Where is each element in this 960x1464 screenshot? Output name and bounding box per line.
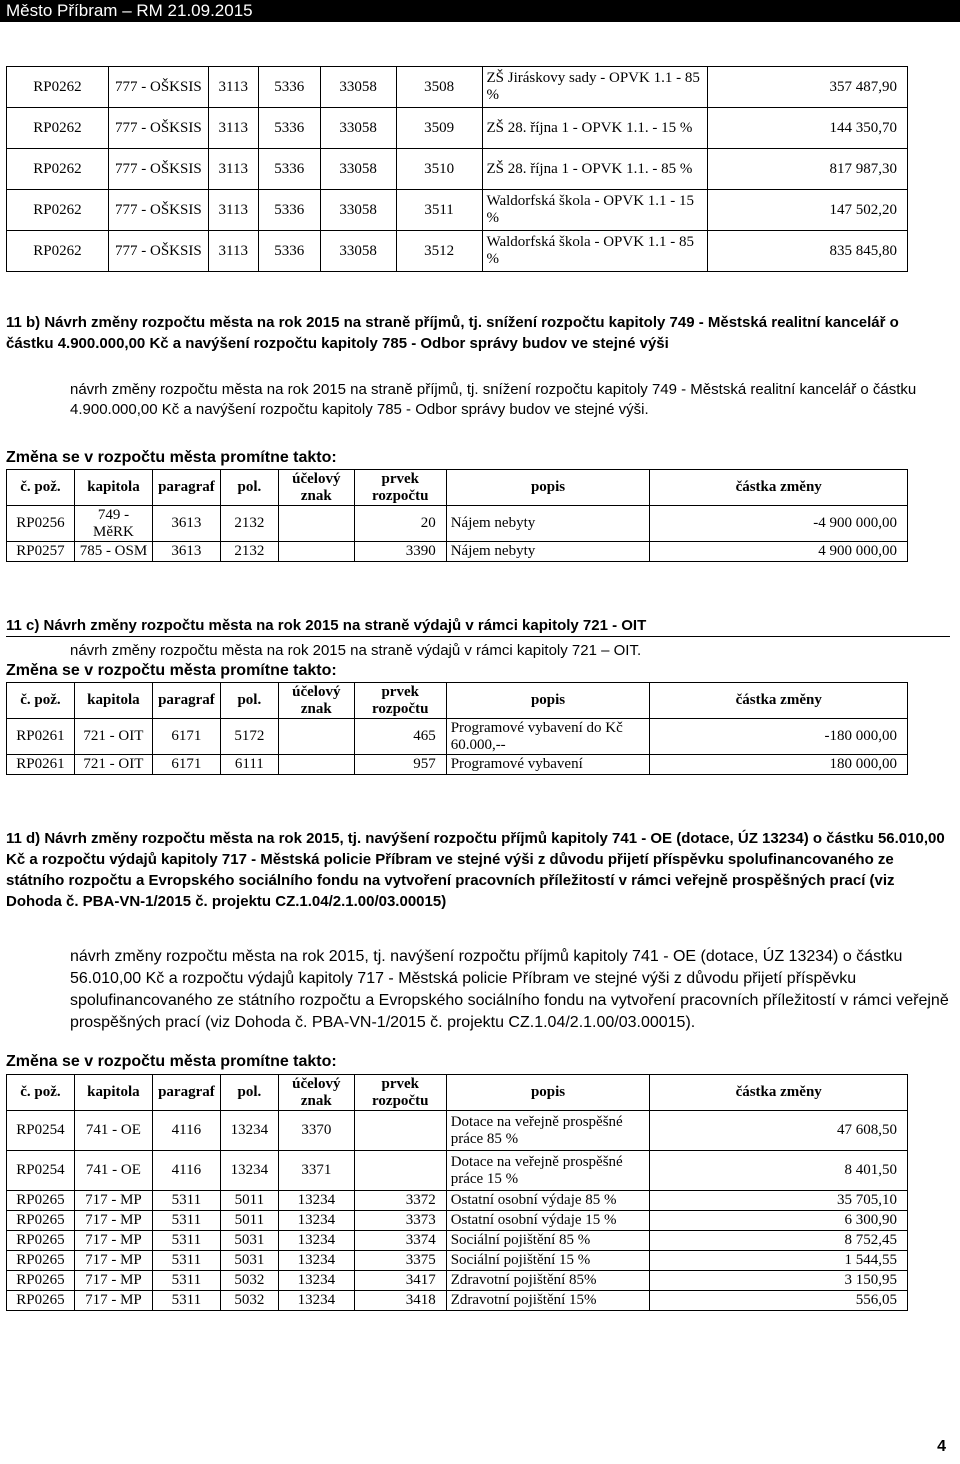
table-cell	[278, 542, 354, 562]
table-cell: 785 - OSM	[74, 542, 152, 562]
table-row	[7, 1211, 908, 1231]
table-cell: Nájem nebyty	[446, 542, 650, 562]
table-cell: 6111	[220, 755, 278, 775]
table-cell: 817 987,30	[708, 149, 908, 190]
section-b-body: návrh změny rozpočtu města na rok 2015 na straně příjmů, tj. snížení rozpočtu kapitoly 749 - Městská realitní kancelář o částku 4.900.000,00 Kč a navýšení rozpočtu kapitoly 785 - Odbor správy budov ve stejné výši.	[70, 381, 917, 418]
section-c-title: 11 c) Návrh změny rozpočtu města na rok 2015 na straně výdajů v rámci kapitoly 721 - OIT	[6, 615, 950, 637]
table-cell: 3417	[354, 1271, 446, 1291]
table-cell: Waldorfská škola - OPVK 1.1 - 15 %	[482, 190, 708, 231]
table-cell: 35 705,10	[650, 1191, 908, 1211]
table-cell: 5311	[152, 1211, 220, 1231]
table-cell: Dotace na veřejně prospěšné práce 85 %	[446, 1111, 650, 1151]
table-cell: RP0261	[7, 755, 75, 775]
table-row	[7, 1251, 908, 1271]
table-cell: 3 150,95	[650, 1271, 908, 1291]
table-cell: 3511	[396, 190, 482, 231]
table-row	[7, 1191, 908, 1211]
column-header: částka změny	[650, 1075, 908, 1111]
table-cell: 13234	[278, 1251, 354, 1271]
table-cell: 5311	[152, 1291, 220, 1311]
table-cell: 3512	[396, 231, 482, 272]
table-cell: 5336	[258, 231, 320, 272]
section-c-body: návrh změny rozpočtu města na rok 2015 na straně výdajů v rámci kapitoly 721 – OIT.	[70, 642, 642, 659]
table-cell: Zdravotní pojištění 85%	[446, 1271, 650, 1291]
table-cell: 835 845,80	[708, 231, 908, 272]
table-cell: 33058	[320, 108, 396, 149]
table-cell	[278, 719, 354, 755]
table-cell: 717 - MP	[74, 1251, 152, 1271]
table-cell: 4116	[152, 1111, 220, 1151]
table-row	[7, 542, 908, 562]
table-cell: RP0257	[7, 542, 75, 562]
table-cell: Ostatní osobní výdaje 85 %	[446, 1191, 650, 1211]
table-cell: 717 - MP	[74, 1291, 152, 1311]
table-cell: 8 401,50	[650, 1151, 908, 1191]
table-cell: 717 - MP	[74, 1231, 152, 1251]
table-cell: RP0261	[7, 719, 75, 755]
table-row	[7, 506, 908, 542]
table-row	[7, 1231, 908, 1251]
table-row	[7, 67, 908, 108]
table-row	[7, 1111, 908, 1151]
table-cell: 13234	[278, 1271, 354, 1291]
column-header: účelový znak	[278, 1075, 354, 1111]
column-header: pol.	[220, 470, 278, 506]
table-cell: 3390	[354, 542, 446, 562]
table-row	[7, 1291, 908, 1311]
table-cell: 777 - OŠKSIS	[108, 190, 208, 231]
table-cell	[354, 1151, 446, 1191]
table-cell: 6171	[152, 755, 220, 775]
section-b-table	[6, 469, 908, 562]
table-cell: 3113	[208, 231, 258, 272]
table-cell: 717 - MP	[74, 1271, 152, 1291]
column-header: č. pož.	[7, 683, 75, 719]
table-cell: 8 752,45	[650, 1231, 908, 1251]
table-cell: 33058	[320, 67, 396, 108]
table-cell: Programové vybavení do Kč 60.000,--	[446, 719, 650, 755]
table-cell: 3613	[152, 506, 220, 542]
table-cell: 3371	[278, 1151, 354, 1191]
table-cell: 4116	[152, 1151, 220, 1191]
table-cell: 13234	[220, 1111, 278, 1151]
column-header: popis	[446, 683, 650, 719]
column-header: paragraf	[152, 470, 220, 506]
table-cell: 144 350,70	[708, 108, 908, 149]
table-cell: Dotace na veřejně prospěšné práce 15 %	[446, 1151, 650, 1191]
column-header: kapitola	[74, 683, 152, 719]
table-cell: ZŠ 28. října 1 - OPVK 1.1. - 15 %	[482, 108, 708, 149]
table-cell: -180 000,00	[650, 719, 908, 755]
table-cell: 3418	[354, 1291, 446, 1311]
table-cell	[278, 755, 354, 775]
table-cell: 465	[354, 719, 446, 755]
column-header: paragraf	[152, 1075, 220, 1111]
column-header: částka změny	[650, 470, 908, 506]
column-header: popis	[446, 1075, 650, 1111]
table-cell: 147 502,20	[708, 190, 908, 231]
table-cell: 3374	[354, 1231, 446, 1251]
table-row	[7, 1151, 908, 1191]
table-cell: 13234	[278, 1191, 354, 1211]
table-header-row	[7, 1075, 908, 1111]
table-cell: 33058	[320, 190, 396, 231]
column-header: účelový znak	[278, 683, 354, 719]
table-cell: -4 900 000,00	[650, 506, 908, 542]
table-cell: RP0265	[7, 1271, 75, 1291]
table-cell: 741 - OE	[74, 1151, 152, 1191]
section-d-table	[6, 1074, 908, 1311]
section-c-change-title: Změna se v rozpočtu města promítne takto:	[6, 662, 337, 679]
column-header: částka změny	[650, 683, 908, 719]
table-cell: 20	[354, 506, 446, 542]
table-cell: 2132	[220, 506, 278, 542]
table-cell: 777 - OŠKSIS	[108, 108, 208, 149]
table-cell: 3509	[396, 108, 482, 149]
table-cell: 3508	[396, 67, 482, 108]
table-cell: 4 900 000,00	[650, 542, 908, 562]
table-cell: 13234	[220, 1151, 278, 1191]
section-b-title: 11 b) Návrh změny rozpočtu města na rok 2015 na straně příjmů, tj. snížení rozpočtu kapitoly 749 - Městská realitní kancelář o částku 4.900.000,00 Kč a navýšení rozpočtu kapitoly 785 - Odbor správy budov ve stejné výši	[6, 314, 899, 352]
table-cell: RP0262	[7, 190, 109, 231]
table-cell: 3113	[208, 108, 258, 149]
column-header: č. pož.	[7, 1075, 75, 1111]
table-cell: 5011	[220, 1211, 278, 1231]
table-cell: 5336	[258, 108, 320, 149]
section-d-title: 11 d) Návrh změny rozpočtu města na rok 2015, tj. navýšení rozpočtu příjmů kapitoly 741 - OE (dotace, ÚZ 13234) o částku 56.010,00 Kč a rozpočtu výdajů kapitoly 717 - Městská policie Příbram ve stejné výši z důvodu přijetí příspěvku spolufinancovaného ze státního rozpočtu a Evropského sociálního fondu na vytvoření pracovních příležitostí v rámci veřejně prospěšných prací (viz Dohoda č. PBA-VN-1/2015 č. projektu CZ.1.04/2.1.00/03.00015)	[6, 830, 945, 910]
table-cell: 5032	[220, 1271, 278, 1291]
table-cell: 5031	[220, 1231, 278, 1251]
page-header	[0, 0, 960, 22]
table-cell: 5172	[220, 719, 278, 755]
table-cell: Zdravotní pojištění 15%	[446, 1291, 650, 1311]
table-cell: RP0265	[7, 1251, 75, 1271]
table-cell: Sociální pojištění 85 %	[446, 1231, 650, 1251]
table-cell: RP0265	[7, 1291, 75, 1311]
section-d-change-title: Změna se v rozpočtu města promítne takto:	[6, 1053, 337, 1070]
table-cell: 5311	[152, 1231, 220, 1251]
table-cell: 777 - OŠKSIS	[108, 231, 208, 272]
table-cell: 777 - OŠKSIS	[108, 67, 208, 108]
table-row	[7, 108, 908, 149]
table-cell: 777 - OŠKSIS	[108, 149, 208, 190]
table-header-row	[7, 470, 908, 506]
table-cell: 5032	[220, 1291, 278, 1311]
table-cell: 13234	[278, 1231, 354, 1251]
table-cell: 3113	[208, 149, 258, 190]
table-cell: 5311	[152, 1251, 220, 1271]
table-cell: 717 - MP	[74, 1191, 152, 1211]
table-cell: RP0262	[7, 108, 109, 149]
column-header: pol.	[220, 683, 278, 719]
table-cell	[354, 1111, 446, 1151]
top-budget-table	[6, 66, 908, 272]
table-cell: Waldorfská škola - OPVK 1.1 - 85 %	[482, 231, 708, 272]
section-c-table	[6, 682, 908, 775]
table-cell: 3113	[208, 67, 258, 108]
table-cell: Nájem nebyty	[446, 506, 650, 542]
table-row	[7, 190, 908, 231]
table-row	[7, 719, 908, 755]
table-cell: 717 - MP	[74, 1211, 152, 1231]
table-cell: RP0265	[7, 1231, 75, 1251]
table-cell: 3375	[354, 1251, 446, 1271]
column-header: prvek rozpočtu	[354, 470, 446, 506]
table-cell: 33058	[320, 149, 396, 190]
table-cell: 5336	[258, 190, 320, 231]
table-cell: Sociální pojištění 15 %	[446, 1251, 650, 1271]
table-cell: RP0262	[7, 67, 109, 108]
table-row	[7, 231, 908, 272]
column-header: kapitola	[74, 1075, 152, 1111]
table-cell: 5311	[152, 1271, 220, 1291]
table-cell: 5336	[258, 67, 320, 108]
table-cell: 3373	[354, 1211, 446, 1231]
table-cell: RP0254	[7, 1151, 75, 1191]
table-header-row	[7, 683, 908, 719]
column-header: popis	[446, 470, 650, 506]
table-cell: 741 - OE	[74, 1111, 152, 1151]
table-cell: 5336	[258, 149, 320, 190]
table-cell: 13234	[278, 1291, 354, 1311]
section-d-body: návrh změny rozpočtu města na rok 2015, tj. navýšení rozpočtu příjmů kapitoly 741 - OE (dotace, ÚZ 13234) o částku 56.010,00 Kč a rozpočtu výdajů kapitoly 717 - Městská policie Příbram ve stejné výši z důvodu přijetí příspěvku spolufinancovaného ze státního rozpočtu a Evropského sociálního fondu na vytvoření pracovních příležitostí v rámci veřejně prospěšných prací (viz Dohoda č. PBA-VN-1/2015 č. projektu CZ.1.04/2.1.00/03.00015).	[70, 948, 949, 1031]
column-header: paragraf	[152, 683, 220, 719]
table-cell: RP0265	[7, 1211, 75, 1231]
table-cell: 556,05	[650, 1291, 908, 1311]
page-number: 4	[937, 1438, 946, 1455]
column-header: účelový znak	[278, 470, 354, 506]
column-header: prvek rozpočtu	[354, 1075, 446, 1111]
table-cell: 33058	[320, 231, 396, 272]
column-header: prvek rozpočtu	[354, 683, 446, 719]
table-cell: 13234	[278, 1211, 354, 1231]
page-header-title: Město Příbram – RM 21.09.2015	[6, 1, 253, 20]
table-cell: 3370	[278, 1111, 354, 1151]
table-cell: 47 608,50	[650, 1111, 908, 1151]
table-cell: 3113	[208, 190, 258, 231]
table-cell: 3510	[396, 149, 482, 190]
table-row	[7, 1271, 908, 1291]
table-cell	[278, 506, 354, 542]
table-row	[7, 149, 908, 190]
table-cell: 5011	[220, 1191, 278, 1211]
table-cell: RP0254	[7, 1111, 75, 1151]
table-cell: RP0262	[7, 149, 109, 190]
table-cell: 749 - MěRK	[74, 506, 152, 542]
table-cell: 1 544,55	[650, 1251, 908, 1271]
table-cell: 5311	[152, 1191, 220, 1211]
section-b-change-title: Změna se v rozpočtu města promítne takto:	[6, 449, 337, 466]
table-cell: RP0262	[7, 231, 109, 272]
table-cell: 357 487,90	[708, 67, 908, 108]
table-cell: RP0256	[7, 506, 75, 542]
table-cell: 180 000,00	[650, 755, 908, 775]
column-header: kapitola	[74, 470, 152, 506]
table-cell: 721 - OIT	[74, 755, 152, 775]
table-cell: 6171	[152, 719, 220, 755]
table-cell: 2132	[220, 542, 278, 562]
table-cell: 721 - OIT	[74, 719, 152, 755]
table-cell: Programové vybavení	[446, 755, 650, 775]
table-cell: Ostatní osobní výdaje 15 %	[446, 1211, 650, 1231]
table-cell: 5031	[220, 1251, 278, 1271]
table-cell: 957	[354, 755, 446, 775]
table-cell: 3613	[152, 542, 220, 562]
table-cell: RP0265	[7, 1191, 75, 1211]
table-cell: 6 300,90	[650, 1211, 908, 1231]
column-header: pol.	[220, 1075, 278, 1111]
table-cell: ZŠ 28. října 1 - OPVK 1.1. - 85 %	[482, 149, 708, 190]
table-cell: ZŠ Jiráskovy sady - OPVK 1.1 - 85 %	[482, 67, 708, 108]
table-row	[7, 755, 908, 775]
table-cell: 3372	[354, 1191, 446, 1211]
column-header: č. pož.	[7, 470, 75, 506]
